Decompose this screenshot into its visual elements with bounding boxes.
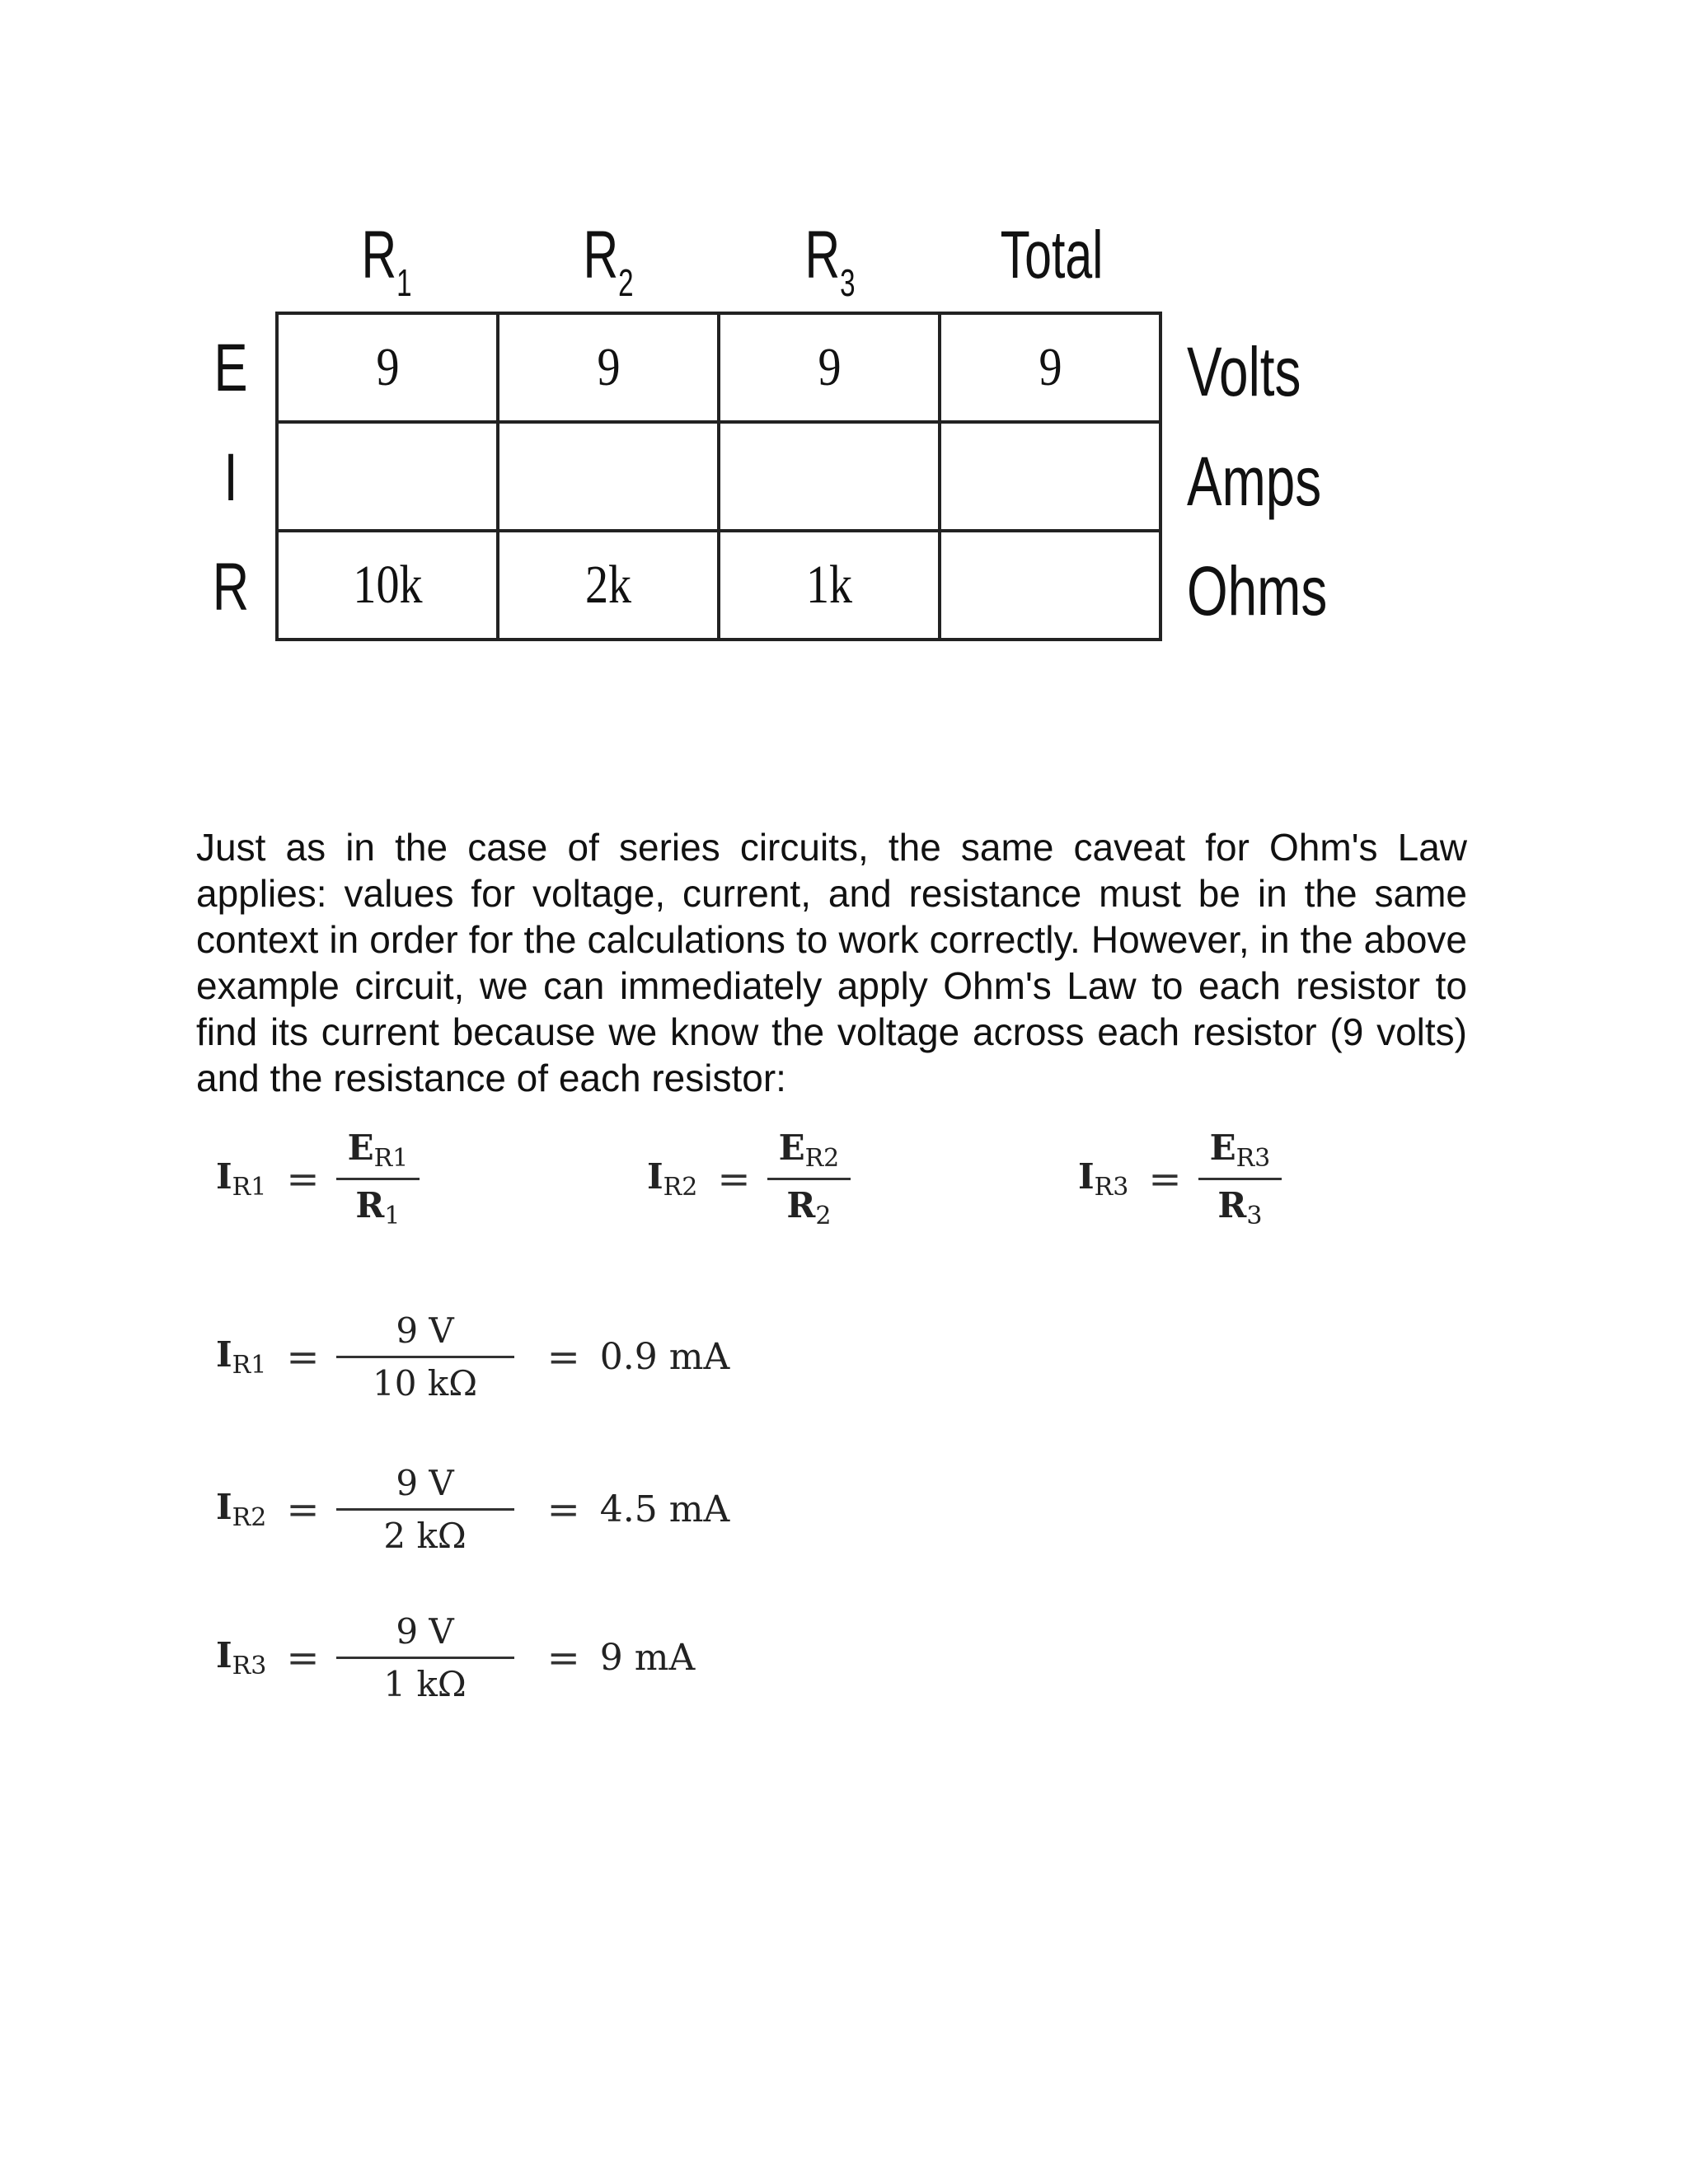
table-cell xyxy=(940,531,1160,640)
denominator-subscript: 1 xyxy=(384,1202,401,1230)
eir-grid xyxy=(275,312,1162,641)
fraction xyxy=(767,1127,851,1230)
result-equals-sign: = xyxy=(546,1333,580,1380)
denominator-symbol: R xyxy=(355,1185,385,1226)
numerator xyxy=(767,1127,851,1178)
numerator xyxy=(1198,1127,1282,1178)
fraction xyxy=(336,1310,514,1404)
fraction xyxy=(1198,1127,1282,1230)
table-cell xyxy=(719,422,940,531)
calculation-ir2 xyxy=(216,1463,729,1556)
table-cell xyxy=(277,313,498,422)
calculation-ir1 xyxy=(216,1310,729,1404)
row-label-e: E xyxy=(213,330,248,405)
equals-sign: = xyxy=(1148,1155,1182,1202)
column-header-subscript: 2 xyxy=(618,261,634,304)
numerator: 9 V xyxy=(396,1611,454,1652)
lhs-subscript: R3 xyxy=(232,1652,267,1680)
fraction xyxy=(336,1463,514,1556)
lhs-subscript: R2 xyxy=(232,1503,267,1532)
formula-lhs xyxy=(216,1156,266,1202)
table-row-current xyxy=(277,422,1160,531)
numerator-subscript: R3 xyxy=(1236,1144,1271,1173)
numerator-symbol: E xyxy=(1209,1127,1236,1168)
formula-ir1 xyxy=(216,1127,420,1230)
table-cell xyxy=(277,422,498,531)
table-cell xyxy=(498,531,719,640)
denominator xyxy=(344,1180,411,1230)
numerator-symbol: E xyxy=(347,1127,374,1168)
column-header-letter: R xyxy=(583,218,619,293)
cell-value: 10k xyxy=(352,555,423,615)
column-header-letter: R xyxy=(804,218,841,293)
column-header-r3 xyxy=(750,210,910,304)
column-header-subscript: 1 xyxy=(396,261,412,304)
numerator-symbol: E xyxy=(778,1127,805,1168)
denominator xyxy=(1206,1180,1273,1230)
lhs-subscript: R2 xyxy=(663,1173,698,1202)
cell-value: 9 xyxy=(1038,337,1062,397)
denominator-symbol: R xyxy=(786,1185,816,1226)
cell-value: 9 xyxy=(375,337,400,397)
lhs-symbol: I xyxy=(216,1334,232,1375)
table-cell xyxy=(940,313,1160,422)
column-header-letter: Total xyxy=(1000,218,1104,293)
lhs-symbol: I xyxy=(1078,1156,1095,1197)
row-label-i: I xyxy=(223,440,238,515)
denominator-symbol: R xyxy=(1217,1185,1247,1226)
calculation-lhs xyxy=(216,1487,266,1532)
table-cell xyxy=(498,422,719,531)
denominator-subscript: 3 xyxy=(1246,1202,1263,1230)
fraction xyxy=(336,1611,514,1704)
equals-sign: = xyxy=(286,1333,320,1380)
column-header-letter: R xyxy=(361,218,397,293)
cell-value: 2k xyxy=(584,555,632,615)
table-row-voltage xyxy=(277,313,1160,422)
lhs-symbol: I xyxy=(216,1487,232,1527)
lhs-subscript: R3 xyxy=(1094,1173,1129,1202)
lhs-symbol: I xyxy=(216,1635,232,1675)
denominator xyxy=(775,1180,842,1230)
lhs-subscript: R1 xyxy=(232,1173,267,1202)
unit-ohms: Ohms xyxy=(1187,552,1328,630)
calculation-lhs xyxy=(216,1635,266,1680)
cell-value: 9 xyxy=(596,337,621,397)
result-equals-sign: = xyxy=(546,1486,580,1533)
numerator-subscript: R1 xyxy=(373,1144,409,1173)
equals-sign: = xyxy=(717,1155,751,1202)
numerator-subscript: R2 xyxy=(804,1144,840,1173)
lhs-symbol: I xyxy=(647,1156,663,1197)
row-label-r: R xyxy=(212,550,250,625)
denominator: 10 kΩ xyxy=(373,1363,478,1404)
result-equals-sign: = xyxy=(546,1634,580,1681)
denominator-subscript: 2 xyxy=(815,1202,832,1230)
equals-sign: = xyxy=(286,1634,320,1681)
column-header-total xyxy=(972,210,1132,301)
table-row-resistance xyxy=(277,531,1160,640)
table-cell xyxy=(719,531,940,640)
formula-lhs xyxy=(1078,1156,1128,1202)
formula-ir3 xyxy=(1078,1127,1282,1230)
result-value: 9 mA xyxy=(599,1637,696,1679)
calculation-lhs xyxy=(216,1334,266,1380)
column-header-r1 xyxy=(307,210,467,304)
lhs-subscript: R1 xyxy=(232,1351,267,1380)
table-cell xyxy=(498,313,719,422)
cell-value: 9 xyxy=(817,337,842,397)
column-header-subscript: 3 xyxy=(840,261,856,304)
formula-ir2 xyxy=(647,1127,851,1230)
table-cell xyxy=(277,531,498,640)
fraction xyxy=(336,1127,420,1230)
cell-value: 1k xyxy=(805,555,853,615)
numerator: 9 V xyxy=(396,1310,454,1351)
body-paragraph: Just as in the case of series circuits, the same caveat for Ohm's Law applies: values for voltage, current, and resistance must be in the same context in order for the calculations to work correctly. However, in the above example circuit, we can immediately apply Ohm's Law to each resistor to find its current because we know the voltage across each resistor (9 volts) and the resistance of each resistor: xyxy=(196,826,1467,1099)
equals-sign: = xyxy=(286,1486,320,1533)
denominator: 1 kΩ xyxy=(383,1664,467,1704)
denominator: 2 kΩ xyxy=(383,1516,467,1556)
table-cell xyxy=(940,422,1160,531)
formula-lhs xyxy=(647,1156,697,1202)
lhs-symbol: I xyxy=(216,1156,232,1197)
equals-sign: = xyxy=(286,1155,320,1202)
numerator xyxy=(336,1127,420,1178)
result-value: 4.5 mA xyxy=(599,1488,730,1530)
numerator: 9 V xyxy=(396,1463,454,1503)
column-header-r2 xyxy=(528,210,688,304)
result-value: 0.9 mA xyxy=(599,1336,730,1378)
unit-volts: Volts xyxy=(1187,333,1301,410)
unit-amps: Amps xyxy=(1187,443,1322,520)
calculation-ir3 xyxy=(216,1611,695,1704)
table-cell xyxy=(719,313,940,422)
